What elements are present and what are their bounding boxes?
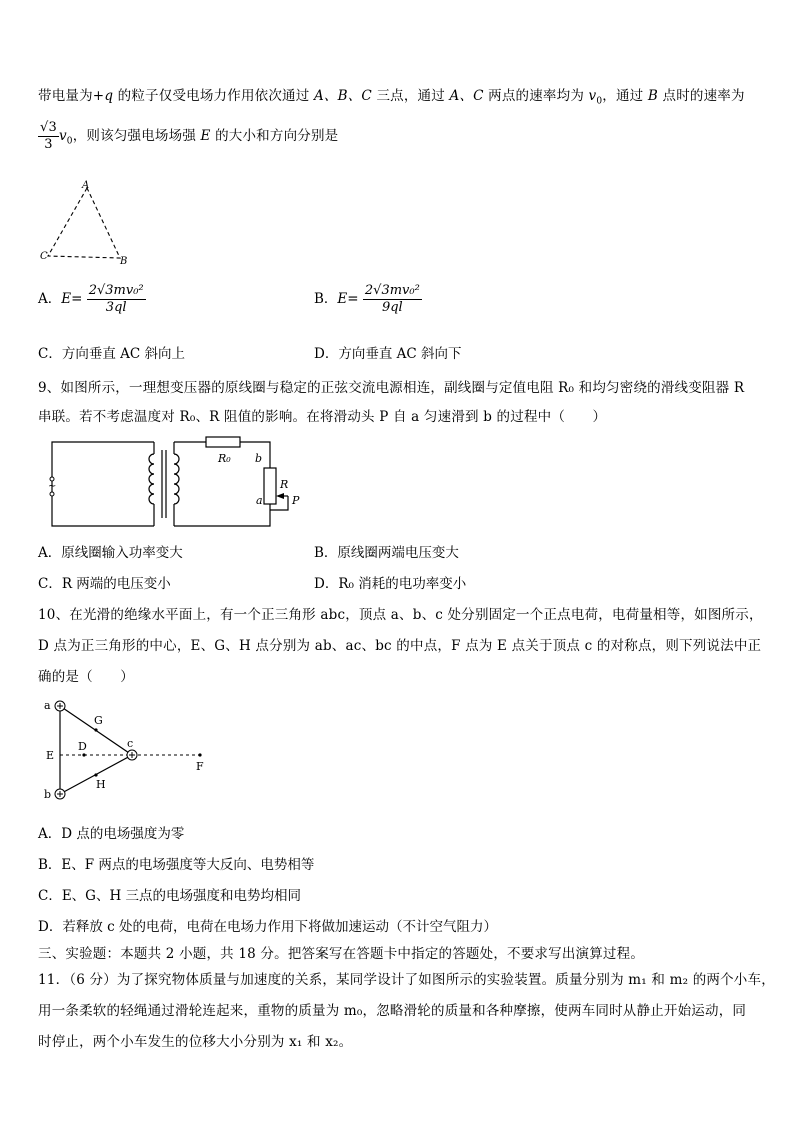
ac-source-symbol: ~ (48, 481, 57, 492)
option-b-fraction (363, 283, 422, 316)
fraction-denominator: 3ql (105, 300, 127, 315)
text: v (58, 128, 67, 144)
fraction-numerator: √3 (40, 120, 57, 135)
label-r: R (280, 478, 289, 491)
q11-stem-line1: 11．（6 分）为了探究物体质量与加速度的关系，某同学设计了如图所示的实验装置。质量分别为 m₁ 和 m₂ 的两个小车， (38, 972, 775, 988)
fraction-numerator: 2√3mv₀² (364, 283, 420, 298)
option-letter: A． (38, 291, 62, 307)
q10-option-c[interactable]: C．E、G、H 三点的电场强度和电势均相同 (38, 888, 302, 904)
resistor-r0-icon (206, 437, 240, 447)
point-f (198, 753, 201, 756)
q10-stem-line1: 10、在光滑的绝缘水平面上，有一个正三角形 abc，顶点 a、b、c 处分别固定一个正点电荷，电荷量相等，如图所示， (38, 607, 763, 623)
q9-stem-line1: 9、如图所示，一理想变压器的原线圈与稳定的正弦交流电源相连，副线圈与定值电阻 R₀ 和均匀密绕的滑线变阻器 R (38, 380, 745, 396)
q9-option-b[interactable]: B．原线圈两端电压变大 (314, 545, 459, 561)
charge-b-icon (55, 789, 65, 799)
label-r0: R₀ (218, 452, 231, 465)
text: 的粒子仅受电场力作用依次通过 (113, 88, 314, 104)
slider-arrow-icon (276, 493, 284, 499)
charge-a-icon (55, 701, 65, 711)
primary-coil-icon (149, 454, 154, 504)
q8-option-b[interactable] (314, 283, 422, 316)
label-p: P (292, 494, 300, 507)
fraction-denominator: 3 (44, 137, 53, 152)
text: 0 (596, 96, 603, 107)
text: ，则该匀强电场场强 (72, 128, 201, 144)
text: A、C (449, 88, 484, 104)
q9-option-c[interactable]: C．R 两端的电压变小 (38, 576, 171, 592)
text: 0 (66, 136, 73, 147)
point-d (82, 753, 85, 756)
q8-option-d[interactable]: D．方向垂直 AC 斜向下 (314, 346, 462, 362)
q10-stem-line3: 确的是（ ） (38, 669, 134, 685)
text: B (647, 88, 658, 104)
rheostat-r-icon (264, 468, 276, 504)
triangle-label-B: B (120, 256, 128, 266)
label-b: b (44, 788, 52, 801)
text: E= (337, 291, 359, 307)
triangle-label-A: A (82, 180, 90, 191)
q8-option-a[interactable] (38, 283, 146, 316)
q8-triangle-figure (38, 178, 138, 266)
triangle-label-C: C (40, 251, 48, 262)
q10-option-d[interactable]: D．若释放 c 处的电荷，电荷在电场力作用下将做加速运动（不计空气阻力） (38, 919, 497, 935)
text: 带电量为+ (38, 88, 105, 104)
q8-option-c[interactable]: C．方向垂直 AC 斜向上 (38, 346, 185, 362)
q9-stem-line2: 串联。若不考虑温度对 R₀、R 阻值的影响。在将滑动头 P 自 a 匀速滑到 b 的过程中（ ） (38, 409, 607, 425)
point-h (94, 773, 97, 776)
label-b: b (255, 452, 263, 465)
option-a-fraction (87, 283, 146, 316)
label-h: H (96, 778, 106, 791)
label-e: E (46, 749, 55, 762)
text: ，通过 (602, 88, 648, 104)
source-terminal-icon (50, 492, 54, 496)
label-f: F (196, 760, 204, 773)
q9-circuit-diagram (44, 432, 314, 532)
q10-option-b[interactable]: B．E、F 两点的电场强度等大反向、电势相等 (38, 857, 315, 873)
q9-option-a[interactable]: A．原线圈输入功率变大 (38, 545, 183, 561)
text: 三点，通过 (371, 88, 450, 104)
sqrt3-over-3-fraction (38, 120, 59, 153)
label-d: D (78, 740, 87, 753)
text: v (588, 88, 597, 104)
label-a: a (44, 699, 51, 712)
fraction-denominator: 9ql (381, 300, 403, 315)
label-c: c (127, 737, 134, 750)
text: 的大小和方向分别是 (210, 128, 339, 144)
q9-option-d[interactable]: D．R₀ 消耗的电功率变小 (314, 576, 467, 592)
q8-stem-line2 (38, 120, 338, 153)
q11-stem-line3: 时停止，两个小车发生的位移大小分别为 x₁ 和 x₂。 (38, 1034, 353, 1050)
point-g (94, 728, 97, 731)
text: 点时的速率为 (658, 88, 745, 104)
q10-charge-triangle-figure (38, 694, 228, 806)
text: E (200, 128, 211, 144)
label-a: a (256, 494, 263, 507)
text: q (104, 88, 114, 104)
q10-option-a[interactable]: A．D 点的电场强度为零 (38, 826, 185, 842)
label-g: G (94, 714, 103, 727)
text: E= (61, 291, 83, 307)
text: 两点的速率均为 (483, 88, 589, 104)
text: A、B、C (313, 88, 372, 104)
option-letter: B． (314, 291, 338, 307)
q8-stem-line1 (38, 84, 745, 107)
q11-stem-line2: 用一条柔软的轻绳通过滑轮连起来，重物的质量为 m₀，忽略滑轮的质量和各种摩擦，使两车同时从静止开始运动，同 (38, 1003, 747, 1019)
q10-stem-line2: D 点为正三角形的中心，E、G、H 点分别为 ab、ac、bc 的中点，F 点为 E 点关于顶点 c 的对称点，则下列说法中正 (38, 638, 762, 654)
secondary-coil-icon (174, 454, 179, 504)
fraction-numerator: 2√3mv₀² (88, 283, 144, 298)
section-3-heading: 三、实验题：本题共 2 小题，共 18 分。把答案写在答题卡中指定的答题处，不要求写出演算过程。 (38, 946, 645, 962)
charge-c-icon (127, 750, 137, 760)
